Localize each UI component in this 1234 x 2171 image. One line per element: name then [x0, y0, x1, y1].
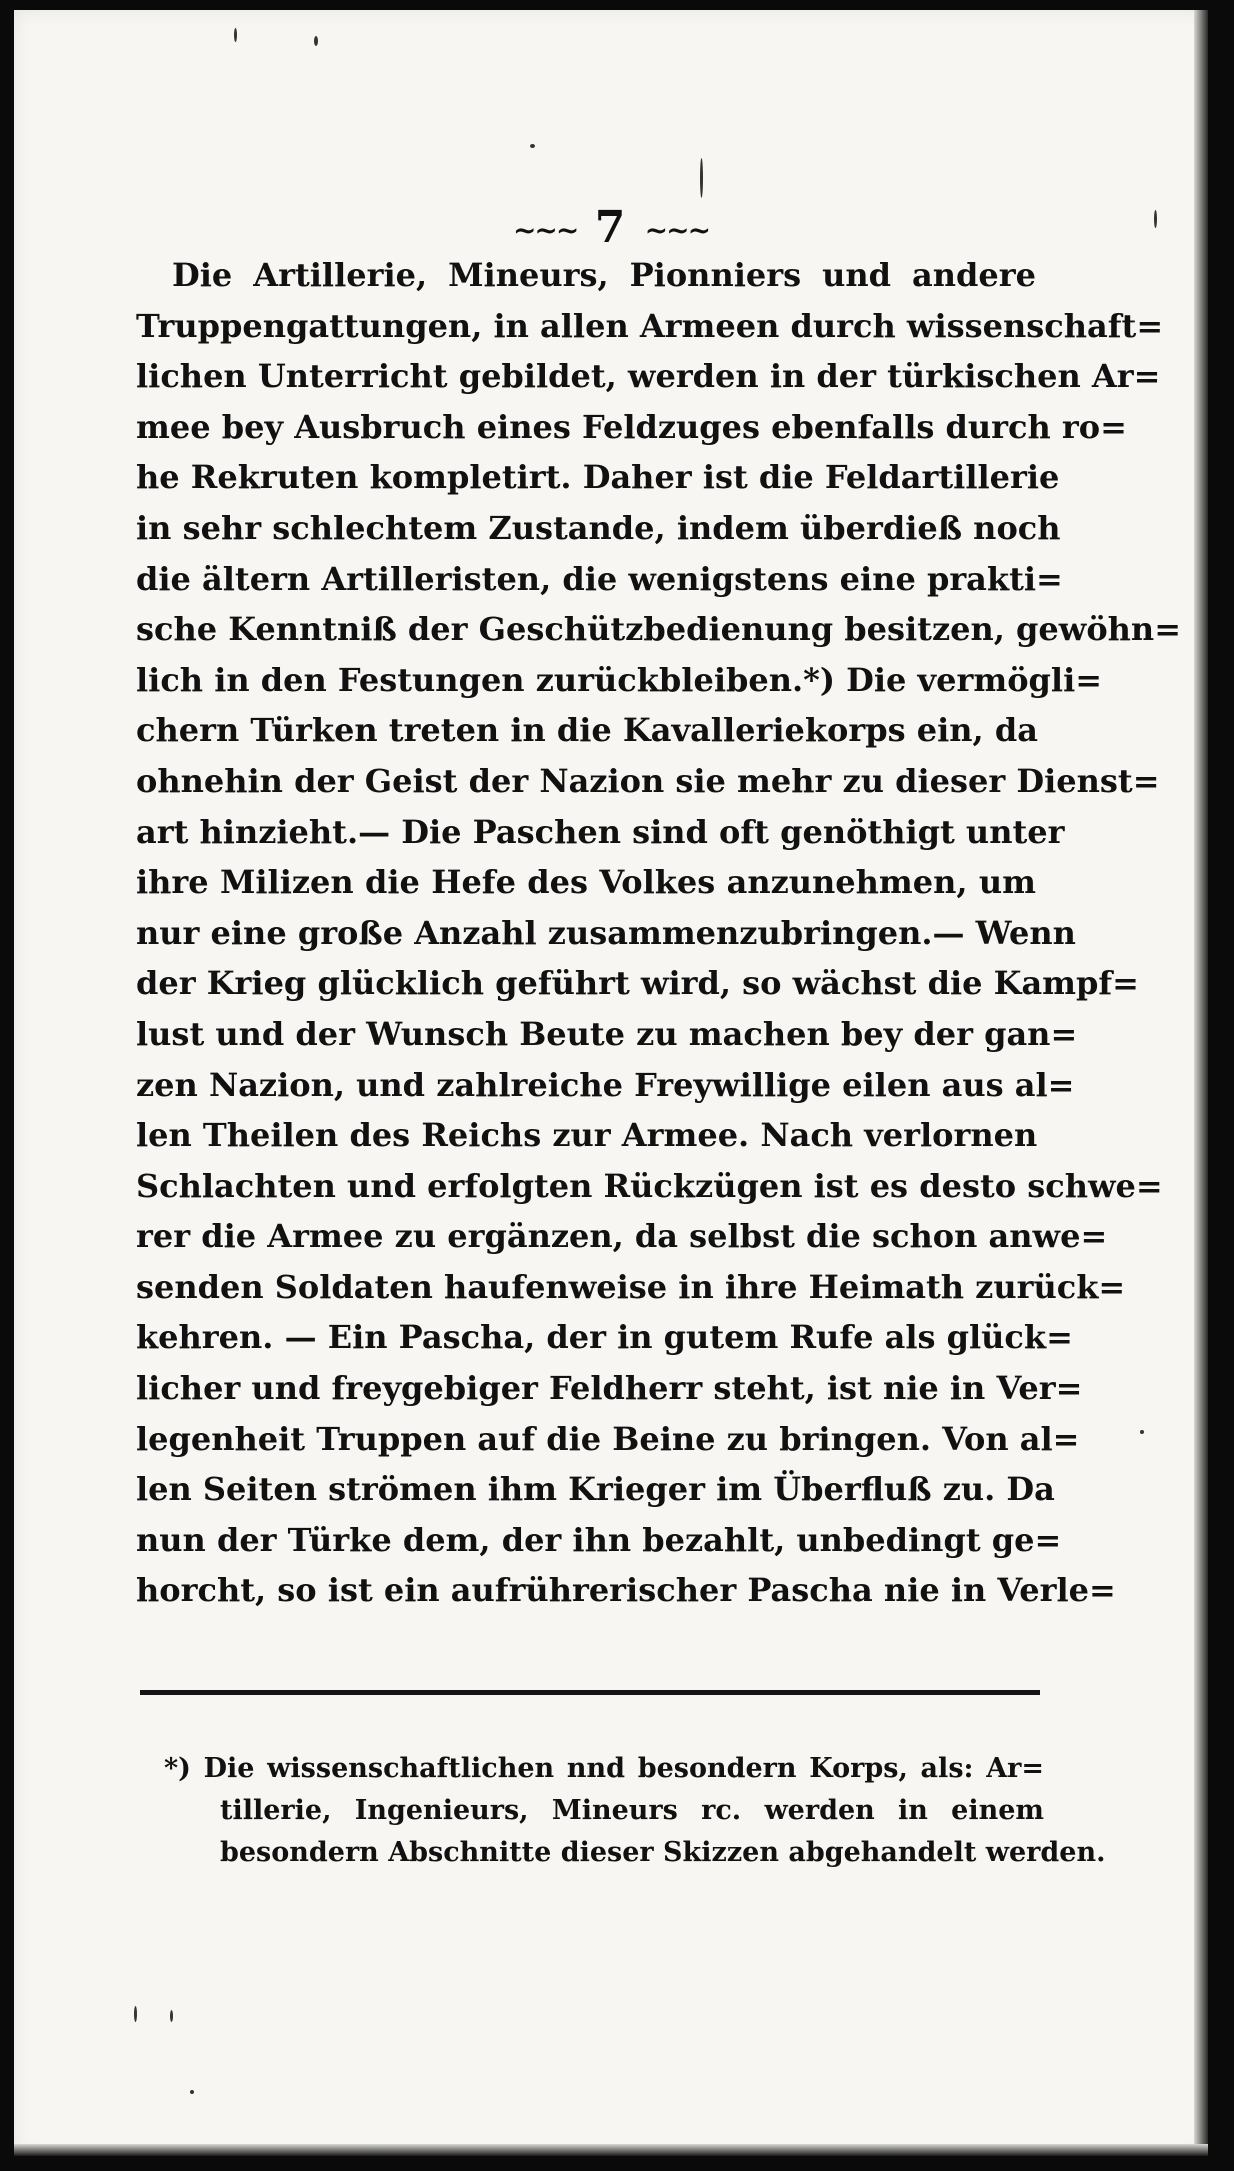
- page-number-header: [14, 202, 1208, 253]
- body-line: mee bey Ausbruch eines Feldzuges ebenfalls durch ro=: [136, 407, 1127, 446]
- body-line: lust und der Wunsch Beute zu machen bey der gan=: [136, 1014, 1078, 1053]
- body-line: chern Türken treten in die Kavalleriekorps ein, da: [136, 711, 1038, 750]
- body-line: kehren. — Ein Pascha, der in gutem Rufe als glück=: [136, 1318, 1073, 1357]
- body-line: zen Nazion, und zahlreiche Freywillige eilen aus al=: [136, 1065, 1075, 1104]
- body-line: nun der Türke dem, der ihn bezahlt, unbedingt ge=: [136, 1520, 1062, 1559]
- body-line: len Theilen des Reichs zur Armee. Nach verlornen: [136, 1116, 1038, 1155]
- body-line: Truppengattungen, in allen Armeen durch wissenschaft=: [136, 306, 1164, 345]
- body-line: legenheit Truppen auf die Beine zu bringen. Von al=: [136, 1419, 1080, 1458]
- footnote-divider: [140, 1690, 1040, 1695]
- body-line: ohnehin der Geist der Nazion sie mehr zu dieser Dienst=: [136, 761, 1160, 800]
- scan-edge-right: [1194, 10, 1208, 2156]
- body-line: len Seiten strömen ihm Krieger im Überfluß zu. Da: [136, 1470, 1055, 1509]
- scan-speck: [190, 2090, 194, 2094]
- scan-speck: [700, 158, 703, 198]
- body-line: art hinzieht.— Die Paschen sind oft genöthigt unter: [136, 812, 1065, 851]
- body-line: Die Artillerie, Mineurs, Pionniers und andere: [172, 256, 1036, 294]
- body-line: senden Soldaten haufenweise in ihre Heimath zurück=: [136, 1267, 1126, 1306]
- body-line: lichen Unterricht gebildet, werden in der türkischen Ar=: [136, 357, 1161, 396]
- body-line: der Krieg glücklich geführt wird, so wächst die Kampf=: [136, 964, 1139, 1003]
- scan-speck: [1154, 210, 1157, 228]
- body-line: licher und freygebiger Feldherr steht, ist nie in Ver=: [136, 1369, 1083, 1408]
- body-paragraph: [136, 250, 1181, 1616]
- scan-speck: [134, 2006, 137, 2022]
- scanned-page: [14, 10, 1208, 2156]
- body-line: ihre Milizen die Hefe des Volkes anzunehmen, um: [136, 863, 1036, 902]
- footnote-line: tillerie, Ingenieurs, Mineurs rc. werden in einem: [220, 1795, 1044, 1826]
- scan-edge-bottom: [14, 2144, 1208, 2156]
- scan-speck: [314, 36, 318, 46]
- body-line: sche Kenntniß der Geschützbedienung besitzen, gewöhn=: [136, 610, 1181, 649]
- body-line: die ältern Artilleristen, die wenigstens eine prakti=: [136, 559, 1063, 598]
- footnote-line: *) Die wissenschaftlichen nnd besondern Korps, als: Ar=: [164, 1753, 1044, 1784]
- body-line: Schlachten und erfolgten Rückzügen ist es desto schwe=: [136, 1166, 1163, 1205]
- footnote: [164, 1748, 1106, 1874]
- scan-speck: [530, 144, 535, 148]
- body-line: lich in den Festungen zurückbleiben.*) Die vermögli=: [136, 660, 1103, 699]
- body-line: in sehr schlechtem Zustande, indem überdieß noch: [136, 508, 1061, 547]
- body-line: horcht, so ist ein aufrührerischer Pascha nie in Verle=: [136, 1571, 1116, 1610]
- page-number: 7: [594, 202, 628, 253]
- ornament-right: ~~~: [644, 214, 710, 247]
- scan-speck: [1140, 1430, 1144, 1434]
- body-line: rer die Armee zu ergänzen, da selbst die schon anwe=: [136, 1217, 1108, 1256]
- body-line: he Rekruten kompletirt. Daher ist die Feldartillerie: [136, 458, 1060, 497]
- scan-speck: [234, 28, 237, 42]
- footnote-line: besondern Abschnitte dieser Skizzen abgehandelt werden.: [220, 1837, 1106, 1868]
- scan-speck: [170, 2010, 173, 2022]
- body-line: nur eine große Anzahl zusammenzubringen.— Wenn: [136, 913, 1076, 952]
- ornament-left: ~~~: [512, 214, 578, 247]
